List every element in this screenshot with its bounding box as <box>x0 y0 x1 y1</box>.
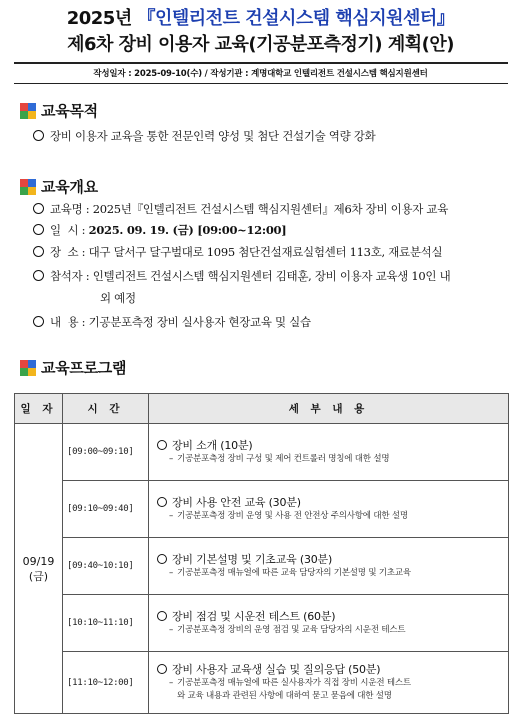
time-cell: [09:00~09:10] <box>63 424 149 481</box>
section-squares-icon <box>20 103 36 119</box>
overview-attendees: 참석자 : 인텔리전트 건설시스템 핵심지원센터 김태훈, 장비 이용자 교육생 10인 내 <box>33 268 450 285</box>
section-title: 교육개요 <box>41 178 98 196</box>
time-cell: [09:10~09:40] <box>63 481 149 538</box>
overview-place: 장 소 : 대구 달서구 달구벌대로 1095 첨단건설재료실험센터 113호, 재료분석실 <box>33 244 442 261</box>
table-row <box>15 481 509 538</box>
header-rule-top <box>14 62 508 64</box>
title-block <box>0 0 521 58</box>
day-cell: 09/19 (금) <box>15 424 63 714</box>
table-row <box>15 595 509 652</box>
header-time: 시 간 <box>63 394 149 424</box>
circle-bullet-icon <box>157 664 167 674</box>
circle-bullet-icon <box>33 270 44 281</box>
overview-date: 일 시 : 2025. 09. 19. (금) [09:00~12:00] <box>33 222 286 239</box>
program-table <box>14 393 509 714</box>
purpose-text: 장비 이용자 교육을 통한 전문인력 양성 및 첨단 건설기술 역량 강화 <box>50 129 376 143</box>
detail-cell: 장비 사용 안전 교육 (30분) – 기공분포측정 장비 운영 및 사용 전 안전상 주의사항에 대한 설명 <box>149 481 509 538</box>
detail-cell: 장비 사용자 교육생 실습 및 질의응답 (50분) – 기공분포측정 매뉴얼에 따른 실사용자가 직접 장비 시운전 테스트 와 교육 내용과 관련된 사항에 대하여 묻고 묻음에 대한 설명 <box>149 652 509 714</box>
header-details: 세 부 내 용 <box>149 394 509 424</box>
circle-bullet-icon <box>157 554 167 564</box>
table-row <box>15 538 509 595</box>
circle-bullet-icon <box>157 440 167 450</box>
title-year: 2025년 <box>66 8 132 29</box>
section-program-heading <box>20 357 126 378</box>
title-center-name: 『인텔리전트 건설시스템 핵심지원센터』 <box>137 8 455 29</box>
purpose-bullet <box>33 128 375 145</box>
header-date: 일 자 <box>15 394 63 424</box>
overview-name: 교육명 : 2025년『인텔리전트 건설시스템 핵심지원센터』제6차 장비 이용자 교육 <box>33 201 448 218</box>
section-squares-icon <box>20 179 36 195</box>
section-title: 교육프로그램 <box>41 359 127 377</box>
circle-bullet-icon <box>33 246 44 257</box>
section-overview-heading <box>20 176 98 197</box>
section-title: 교육목적 <box>41 102 98 120</box>
circle-bullet-icon <box>33 130 44 141</box>
circle-bullet-icon <box>157 497 167 507</box>
time-cell: [11:10~12:00] <box>63 652 149 714</box>
section-purpose-heading <box>20 100 98 121</box>
header-rule-bottom <box>14 83 508 84</box>
table-header-row <box>15 394 509 424</box>
circle-bullet-icon <box>157 611 167 621</box>
detail-cell: 장비 기본설명 및 기초교육 (30분) – 기공분포측정 매뉴얼에 따른 교육 담당자의 기본설명 및 기초교육 <box>149 538 509 595</box>
circle-bullet-icon <box>33 203 44 214</box>
document-title-line1 <box>0 6 521 32</box>
detail-cell: 장비 점검 및 시운전 테스트 (60분) – 기공분포측정 장비의 운영 점검 및 교육 담당자의 시운전 테스트 <box>149 595 509 652</box>
overview-content: 내 용 : 기공분포측정 장비 실사용자 현장교육 및 실습 <box>33 314 311 331</box>
table-row <box>15 424 509 481</box>
time-cell: [10:10~11:10] <box>63 595 149 652</box>
detail-cell: 장비 소개 (10분) – 기공분포측정 장비 구성 및 제어 컨트롤러 명칭에 대한 설명 <box>149 424 509 481</box>
overview-attendees-cont: 외 예정 <box>100 291 136 305</box>
section-squares-icon <box>20 360 36 376</box>
time-cell: [09:40~10:10] <box>63 538 149 595</box>
table-row <box>15 652 509 714</box>
document-title-line2: 제6차 장비 이용자 교육(기공분포측정기) 계획(안) <box>67 34 454 55</box>
document-meta: 작성일자 : 2025-09-10(수) / 작성기관 : 계명대학교 인텔리전트 건설시스템 핵심지원센터 <box>93 69 428 79</box>
circle-bullet-icon <box>33 316 44 327</box>
circle-bullet-icon <box>33 224 44 235</box>
